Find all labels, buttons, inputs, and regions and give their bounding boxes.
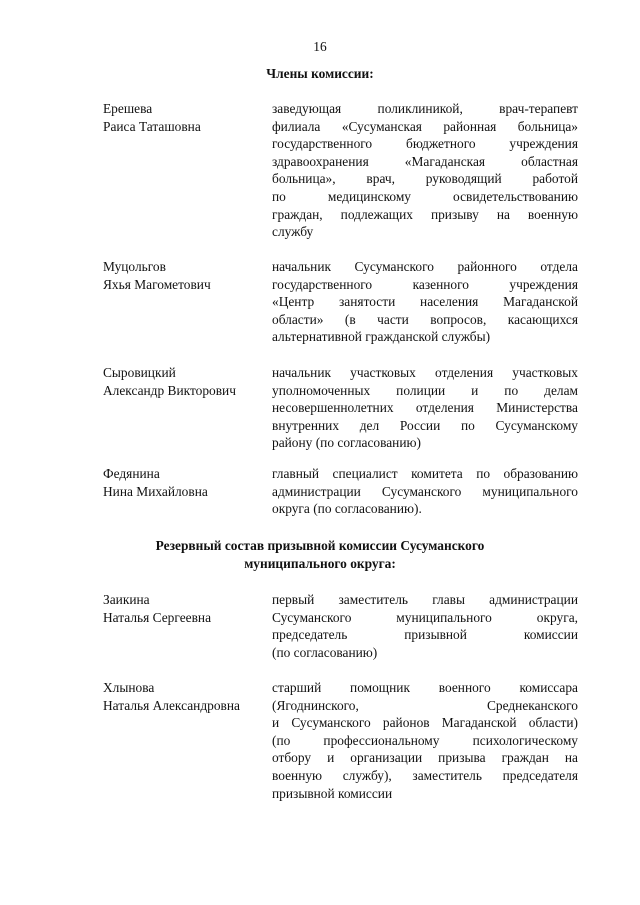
reserve-heading-line: Резервный состав призывной комиссии Сусуманского — [155, 538, 485, 553]
role-line: начальник Сусуманского районного отдела — [272, 259, 578, 274]
role-line: заведующая поликлиникой, врач-терапевт — [272, 101, 578, 116]
role-line: первый заместитель главы администрации — [272, 592, 578, 607]
role-line: главный специалист комитета по образованию — [272, 466, 578, 481]
name-line: Наталья Александровна — [103, 697, 240, 713]
member-role — [272, 465, 578, 518]
name-line: Александр Викторович — [103, 382, 236, 398]
reserve-heading-line: муниципального округа: — [244, 556, 396, 571]
name-line: Ерешева — [103, 101, 153, 116]
reserve-name — [103, 591, 263, 626]
member-role — [272, 364, 578, 452]
role-line: району (по согласованию) — [272, 435, 421, 451]
role-line: несовершеннолетних отделения Министерства — [272, 400, 578, 416]
role-line: (по профессиональному психологическому — [272, 732, 578, 748]
name-line: Раиса Таташовна — [103, 118, 201, 134]
role-line: отбору и организации призыва граждан на — [272, 750, 578, 766]
role-line: альтернативной гражданской службы) — [272, 329, 491, 345]
role-line: больница», врач, руководящий работой — [272, 171, 578, 187]
member-role — [272, 100, 578, 241]
role-line: государственного бюджетного учреждения — [272, 136, 578, 152]
name-line: Федянина — [103, 466, 160, 481]
name-line: Наталья Сергеевна — [103, 609, 212, 625]
role-line: (Ягоднинского, Среднеканского — [272, 697, 578, 713]
member-name — [103, 258, 263, 293]
page-number: 16 — [313, 39, 327, 54]
role-line: филиала «Сусуманская районная больница» — [272, 118, 578, 134]
name-line: Яхья Магометович — [103, 276, 211, 292]
role-line: начальник участковых отделения участковых — [272, 365, 578, 380]
name-line: Сыровицкий — [103, 365, 176, 380]
member-name — [103, 100, 263, 135]
role-line: уполномоченных полиции и по делам — [272, 382, 578, 398]
member-role — [272, 258, 578, 346]
role-line: и Сусуманского районов Магаданской области) — [272, 715, 578, 731]
role-line: здравоохранения «Магаданская областная — [272, 153, 578, 169]
members-heading: Члены комиссии: — [266, 66, 374, 81]
role-line: призывной комиссии — [272, 785, 393, 801]
role-line: граждан, подлежащих призыву на военную — [272, 206, 578, 222]
role-line: внутренних дел России по Сусуманскому — [272, 417, 578, 433]
name-line: Нина Михайловна — [103, 483, 208, 499]
reserve-heading — [0, 537, 640, 573]
name-line: Заикина — [103, 592, 150, 607]
role-line: военную службу), заместитель председателя — [272, 767, 578, 783]
role-line: администрации Сусуманского муниципального — [272, 483, 578, 499]
role-line: службу — [272, 224, 314, 240]
role-line: «Центр занятости населения Магаданской — [272, 294, 578, 310]
role-line: старший помощник военного комиссара — [272, 680, 578, 695]
name-line: Муцольгов — [103, 259, 166, 274]
reserve-name — [103, 679, 263, 714]
role-line: округа (по согласованию). — [272, 501, 422, 517]
member-name — [103, 364, 263, 399]
reserve-role — [272, 679, 578, 802]
member-name — [103, 465, 263, 500]
role-line: по медицинскому освидетельствованию — [272, 188, 578, 204]
role-line: председатель призывной комиссии — [272, 627, 578, 643]
role-line: государственного казенного учреждения — [272, 276, 578, 292]
reserve-role — [272, 591, 578, 661]
role-line: области» (в части вопросов, касающихся — [272, 311, 578, 327]
role-line: Сусуманского муниципального округа, — [272, 609, 578, 625]
role-line: (по согласованию) — [272, 644, 378, 660]
name-line: Хлынова — [103, 680, 155, 695]
